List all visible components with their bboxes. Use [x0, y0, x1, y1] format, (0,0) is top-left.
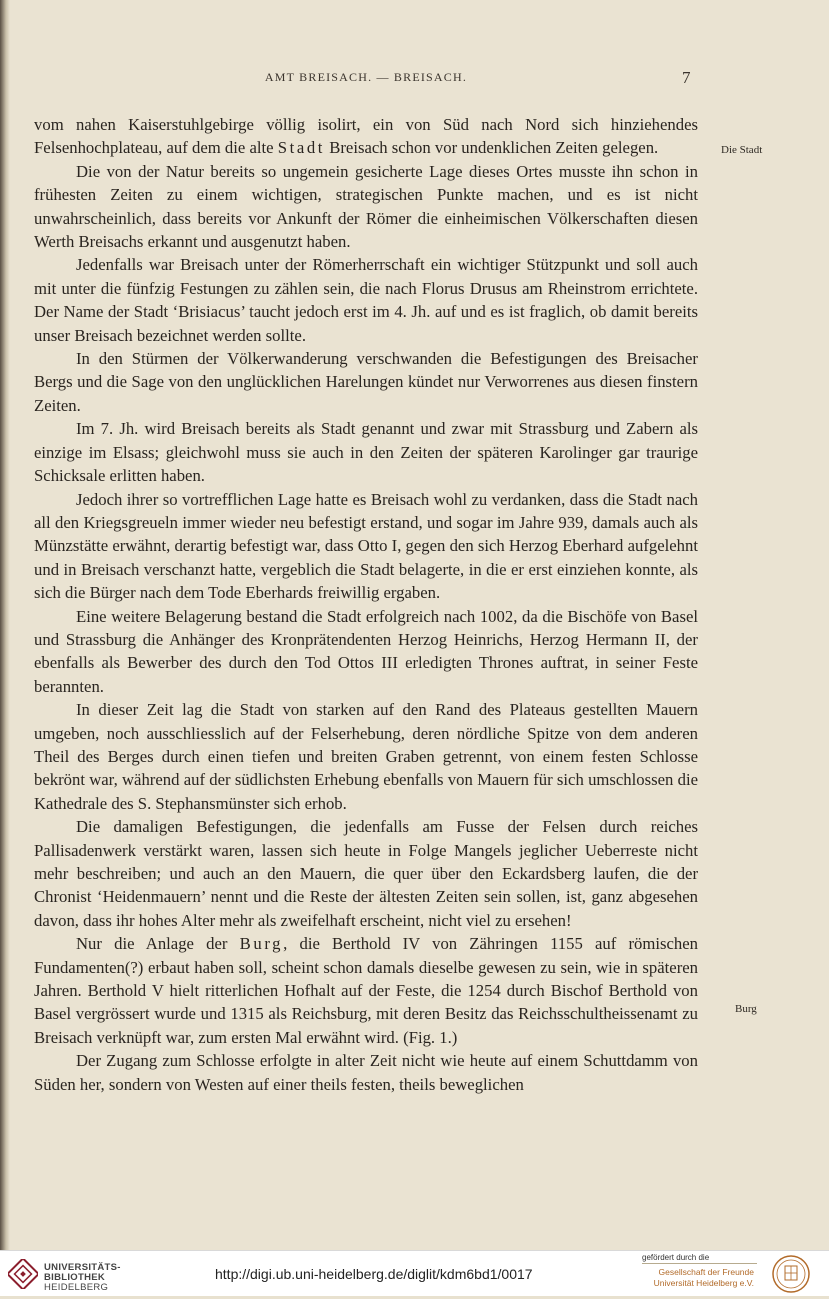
page-number: 7 — [682, 68, 691, 87]
paragraph-3: Jedenfalls war Breisach unter der Römerherrschaft ein wichtiger Stützpunkt und soll auch mit unter die fünfzig Festungen zu zählen sein, die nach Florus Drusus am Rheinstrom errichtete. Der Name der Stadt ‘Brisiacus’ taucht jedoch erst im 4. Jh. auf und es ist fraglich, ob damit bereits unser Breisach bezeichnet werden sollte. — [34, 255, 698, 345]
sponsor-divider — [642, 1263, 757, 1264]
emphasis-burg: Burg — [239, 934, 284, 954]
digitization-footer — [0, 1250, 829, 1296]
sponsor-name[interactable]: Gesellschaft der Freunde Universität Heidelberg e.V. — [653, 1267, 754, 1288]
permalink-url[interactable]: http://digi.ub.uni-heidelberg.de/diglit/kdm6bd1/0017 — [215, 1266, 533, 1282]
body-text — [34, 113, 698, 1096]
paragraph-4: In den Stürmen der Völkerwanderung verschwanden die Befestigungen des Breisacher Bergs und die Sage von den unglücklichen Harelungen kündet nur Verworrenes aus diesen finstern Zeiten. — [34, 349, 698, 415]
paragraph-5: Im 7. Jh. wird Breisach bereits als Stadt genannt und zwar mit Strassburg und Zabern als einzige im Elsass; gleichwohl muss sie auch in den Zeiten der späteren Karolinger gar traurige Schicksale erlitten haben. — [34, 419, 698, 486]
paragraph-10: Nur die Anlage der Burg, die Berthold IV von Zähringen 1155 auf römischen Fundamenten(?) erbaut haben soll, scheint schon damals dieselbe gewesen zu sein, wie in späteren Jahren. Berthold V hielt ritterlichen Hofhalt auf der Feste, die 1254 durch Bischof Berthold von Basel vergrössert wurde und 1315 als Reichsburg, mit deren Besitz das Reichsschultheissenamt zu Breisach verknüpft war, zum ersten Mal erwähnt wird. (Fig. 1.) — [34, 934, 698, 1047]
paragraph-6: Jedoch ihrer so vortrefflichen Lage hatte es Breisach wohl zu verdanken, dass die Stadt nach all den Kriegsgreueln immer wieder neu befestigt erstand, und sogar im Jahre 939, damals auch als Münzstätte erwähnt, derartig befestigt war, dass Otto I, gegen den sich Herzog Eberhard aufgelehnt und in Breisach verschanzt hatte, vergeblich die Stadt belagerte, in die er erst einziehen konnte, als sich die Bürger nach dem Tode Eberhards freiwillig ergaben. — [34, 489, 698, 603]
library-name[interactable]: UNIVERSITÄTS- BIBLIOTHEK HEIDELBERG — [44, 1262, 121, 1293]
paragraph-8: In dieser Zeit lag die Stadt von starken auf den Rand des Plateaus gestellten Mauern umgeben, noch ausschliesslich auf der Felserhebung, deren nördliche Spitze von dem anderen Theil des Berges durch einen tiefen und breiten Graben getrennt, von einem festen Schlosse bekrönt war, während auf der südlichsten Erhebung ebenfalls von Mauern für sich umschlossen die Kathedrale des S. Stephansmünster sich erhob. — [34, 700, 698, 813]
paragraph-11: Der Zugang zum Schlosse erfolgte in alter Zeit nicht wie heute auf einem Schuttdamm von Süden her, sondern von Westen auf einer theils festen, theils beweglichen — [34, 1051, 698, 1094]
margin-note-die-stadt: Die Stadt — [721, 144, 763, 156]
emphasis-stadt: Stadt — [277, 138, 326, 158]
paragraph-2: Die von der Natur bereits so ungemein gesicherte Lage dieses Ortes musste ihn schon in frühesten Zeiten zu einem wichtigen, strategischen Punkte machen, und es ist nicht unwahrscheinlich, dass bereits vor Ankunft der Römer die einheimischen Völkerschaften diesen Werth Breisachs erkannt und ausgenutzt haben. — [34, 161, 698, 252]
paragraph-9: Die damaligen Befestigungen, die jedenfalls am Fusse der Felsen durch reiches Pallisadenwerk verstärkt waren, lassen sich heute in Folge Mangels jeglicher Ueberreste nicht mehr beschreiben; und auch an den Mauern, die quer über den Eckardsberg laufen, die der Chronist ‘Heidenmauern’ nennt und die Reste der ältesten Zeiten sein sollen, ist, ganz abgesehen davon, dass ihr hohes Alter mehr als zweifelhaft erscheint, nicht viel zu ersehen! — [34, 817, 698, 930]
sponsor-label: gefördert durch die — [642, 1253, 710, 1262]
university-seal-icon — [766, 1254, 816, 1294]
margin-note-burg: Burg — [735, 1003, 757, 1015]
library-logo-icon[interactable] — [8, 1259, 38, 1289]
paragraph-1: vom nahen Kaiserstuhlgebirge völlig isolirt, ein von Süd nach Nord sich hinziehendes Felsenhochplateau, auf dem die alte Stadt Breisach schon vor undenklichen Zeiten gelegen. — [34, 115, 698, 158]
running-head: AMT BREISACH. — BREISACH. — [264, 70, 468, 84]
paragraph-7: Eine weitere Belagerung bestand die Stadt erfolgreich nach 1002, da die Bischöfe von Basel und Strassburg die Anhänger des Kronprätendenten Herzog Heinrichs, Herzog Hermann II, der ebenfalls als Bewerber des durch den Tod Ottos III erledigten Thrones auftrat, in seiner Feste berannten. — [34, 606, 698, 696]
